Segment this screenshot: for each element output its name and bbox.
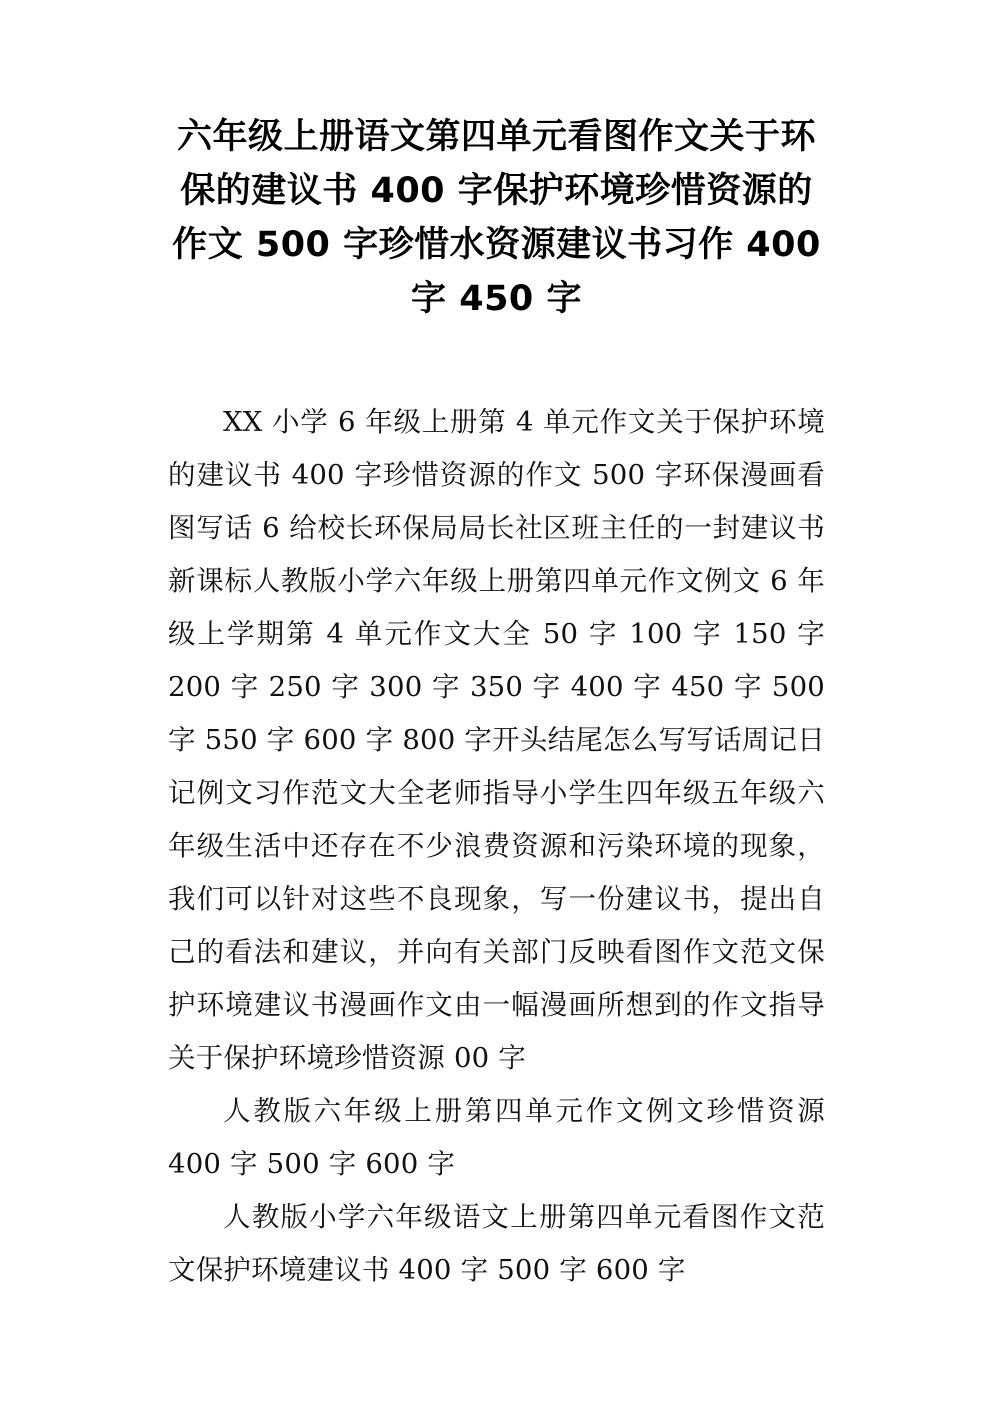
paragraph-1: XX 小学 6 年级上册第 4 单元作文关于保护环境的建议书 400 字珍惜资源的作文 500 字环保漫画看图写话 6 给校长环保局局长社区班主任的一封建议书新课标人教版小学六年级上册第四单元作文例文 6 年级上学期第 4 单元作文大全 50 字 100 字 150 字 200 字 250 字 300 字 350 字 400 字 450 字 500 字 550 字 600 字 800 字开头结尾怎么写写话周记日记例文习作范文大全老师指导小学生四年级五年级六年级生活中还存在不少浪费资源和污染环境的现象，我们可以针对这些不良现象，写一份建议书，提出自己的看法和建议，并向有关部门反映看图作文范文保护环境建议书漫画作文由一幅漫画所想到的作文指导关于保护环境珍惜资源 00 字	[168, 406, 825, 1074]
page-title: 六年级上册语文第四单元看图作文关于环保的建议书 400 字保护环境珍惜资源的作文 500 字珍惜水资源建议书习作 400 字 450 字	[172, 117, 821, 319]
paragraph-2: 人教版六年级上册第四单元作文例文珍惜资源 400 字 500 字 600 字	[168, 1095, 825, 1180]
paragraph-3: 人教版小学六年级语文上册第四单元看图作文范文保护环境建议书 400 字 500 字 600 字	[168, 1201, 825, 1286]
